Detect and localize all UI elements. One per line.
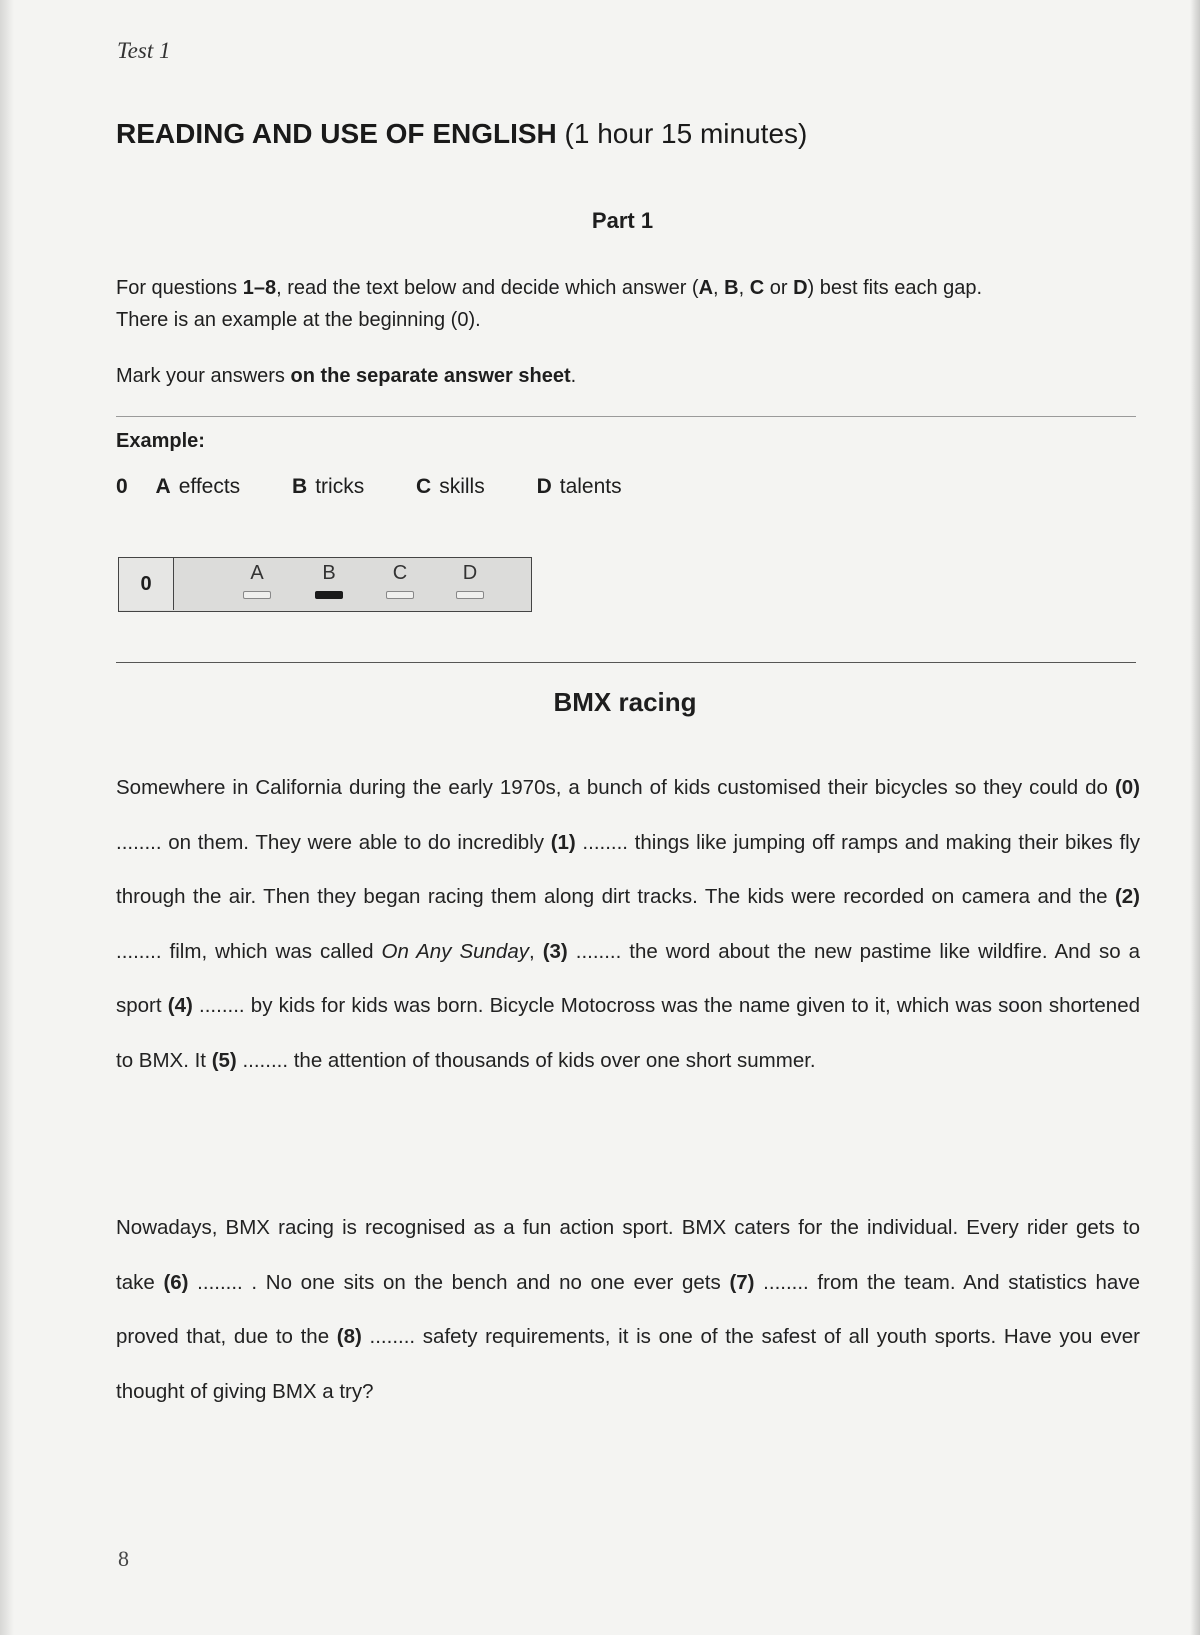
answer-lozenge-c xyxy=(386,591,414,599)
answer-column-c: C xyxy=(380,562,420,599)
running-head: Test 1 xyxy=(117,38,171,63)
answer-column-a: A xyxy=(237,562,277,599)
example-options xyxy=(116,475,668,499)
gap-7: (7) xyxy=(729,1270,755,1294)
gap-4: (4) xyxy=(167,994,193,1017)
answer-column-d: D xyxy=(450,562,490,599)
paragraph-1: Somewhere in California during the early 1970s, a bunch of kids customised their bicycles so they could do (0) ........ on them. They were able to do incredibly (1) ........ things like jumping off ramps and making their bikes fly through the air. Then they began racing them along dirt tracks. The kids were recorded on camera and the (2) ........ film, which was called On Any Sunday, (3) ........ the word about the new pastime like wildfire. And so a sport (4) ........ by kids for kids was born. Bicycle Motocross was the name given to it, which was soon shortened to BMX. It (5) ........ the attention of thousands of kids over one short summer. xyxy=(116,776,1140,1072)
film-title: On Any Sunday xyxy=(381,939,529,963)
gap-5: (5) xyxy=(211,1048,237,1072)
gap-8: (8) xyxy=(336,1325,362,1348)
gap-3: (3) xyxy=(542,939,568,963)
option-b: B tricks xyxy=(292,475,365,498)
part-title: Part 1 xyxy=(591,208,654,233)
option-d: D talents xyxy=(536,475,622,498)
option-c: C skills xyxy=(416,475,485,498)
answer-column-b: B xyxy=(309,562,349,599)
instructions xyxy=(116,272,1136,336)
title-main: READING AND USE OF ENGLISH xyxy=(116,118,557,149)
gap-2: (2) xyxy=(1114,885,1140,908)
instructions-line-1: For questions 1–8, read the text below and decide which answer (A, B, C or D) best fits each gap. xyxy=(116,277,983,299)
example-answer-box xyxy=(118,557,532,612)
gap-0: (0) xyxy=(1114,776,1140,799)
page-edge-right xyxy=(1190,0,1200,1635)
page-edge-left xyxy=(0,0,14,1635)
title-duration: (1 hour 15 minutes) xyxy=(556,118,808,149)
page-title xyxy=(116,118,807,150)
divider-top xyxy=(116,416,1136,417)
paragraph-2: Nowadays, BMX racing is recognised as a fun action sport. BMX caters for the individual. Every rider gets to take (6) ........ . No one sits on the bench and no one ever gets (7) ........ from the team. And statistics have proved that, due to the (8) ........ safety requirements, it is one of the safest of all youth sports. Have you ever thought of giving BMX a try? xyxy=(116,1216,1140,1403)
page-number: 8 xyxy=(118,1546,129,1571)
example-number: 0 xyxy=(116,475,128,498)
example-label: Example: xyxy=(116,430,205,452)
instructions-line-2: There is an example at the beginning (0). xyxy=(116,309,481,331)
answer-lozenge-d xyxy=(456,591,484,599)
text-title: BMX racing xyxy=(553,687,697,717)
gap-1: (1) xyxy=(550,830,576,854)
mark-answers-instruction: Mark your answers on the separate answer sheet. xyxy=(116,365,577,387)
option-a: A effects xyxy=(155,475,241,498)
answer-lozenge-a xyxy=(243,591,271,599)
answer-box-number: 0 xyxy=(119,558,174,610)
divider-bottom xyxy=(116,662,1136,663)
answer-lozenge-b xyxy=(315,591,343,599)
gap-6: (6) xyxy=(163,1270,189,1294)
